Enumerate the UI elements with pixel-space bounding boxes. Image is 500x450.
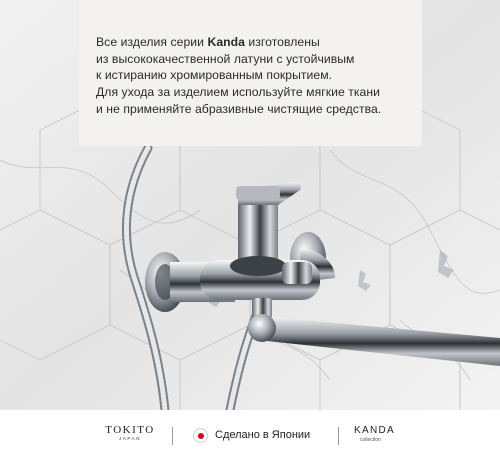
description-line: из высококачественной латуни с устойчивым: [96, 51, 355, 66]
care-description: [96, 34, 416, 118]
japan-flag-icon: [193, 428, 208, 443]
tokito-logo-subtext: JAPAN: [118, 436, 142, 441]
tokito-logo-text: TOKITO: [105, 424, 155, 436]
kanda-logo-text: KANDA: [354, 425, 395, 436]
footer-bar: [0, 410, 500, 450]
tokito-logo: [100, 424, 160, 446]
description-line: Для ухода за изделием используйте мягкие ткани: [96, 85, 380, 100]
kanda-logo: [354, 425, 414, 444]
line-text: Все изделия серии: [96, 35, 208, 49]
kanda-logo-subtext: collection: [360, 437, 381, 443]
series-name: Kanda: [207, 35, 245, 49]
description-line: [96, 34, 416, 51]
made-in-label: Сделано в Японии: [215, 429, 311, 441]
description-line: к истиранию хромированным покрытием.: [96, 68, 333, 83]
info-banner: [79, 0, 422, 146]
footer-divider: [338, 427, 339, 445]
line-text: изготовлены: [244, 35, 320, 49]
description-line: и не применяйте абразивные чистящие средства.: [96, 101, 382, 116]
footer-divider: [172, 427, 173, 445]
